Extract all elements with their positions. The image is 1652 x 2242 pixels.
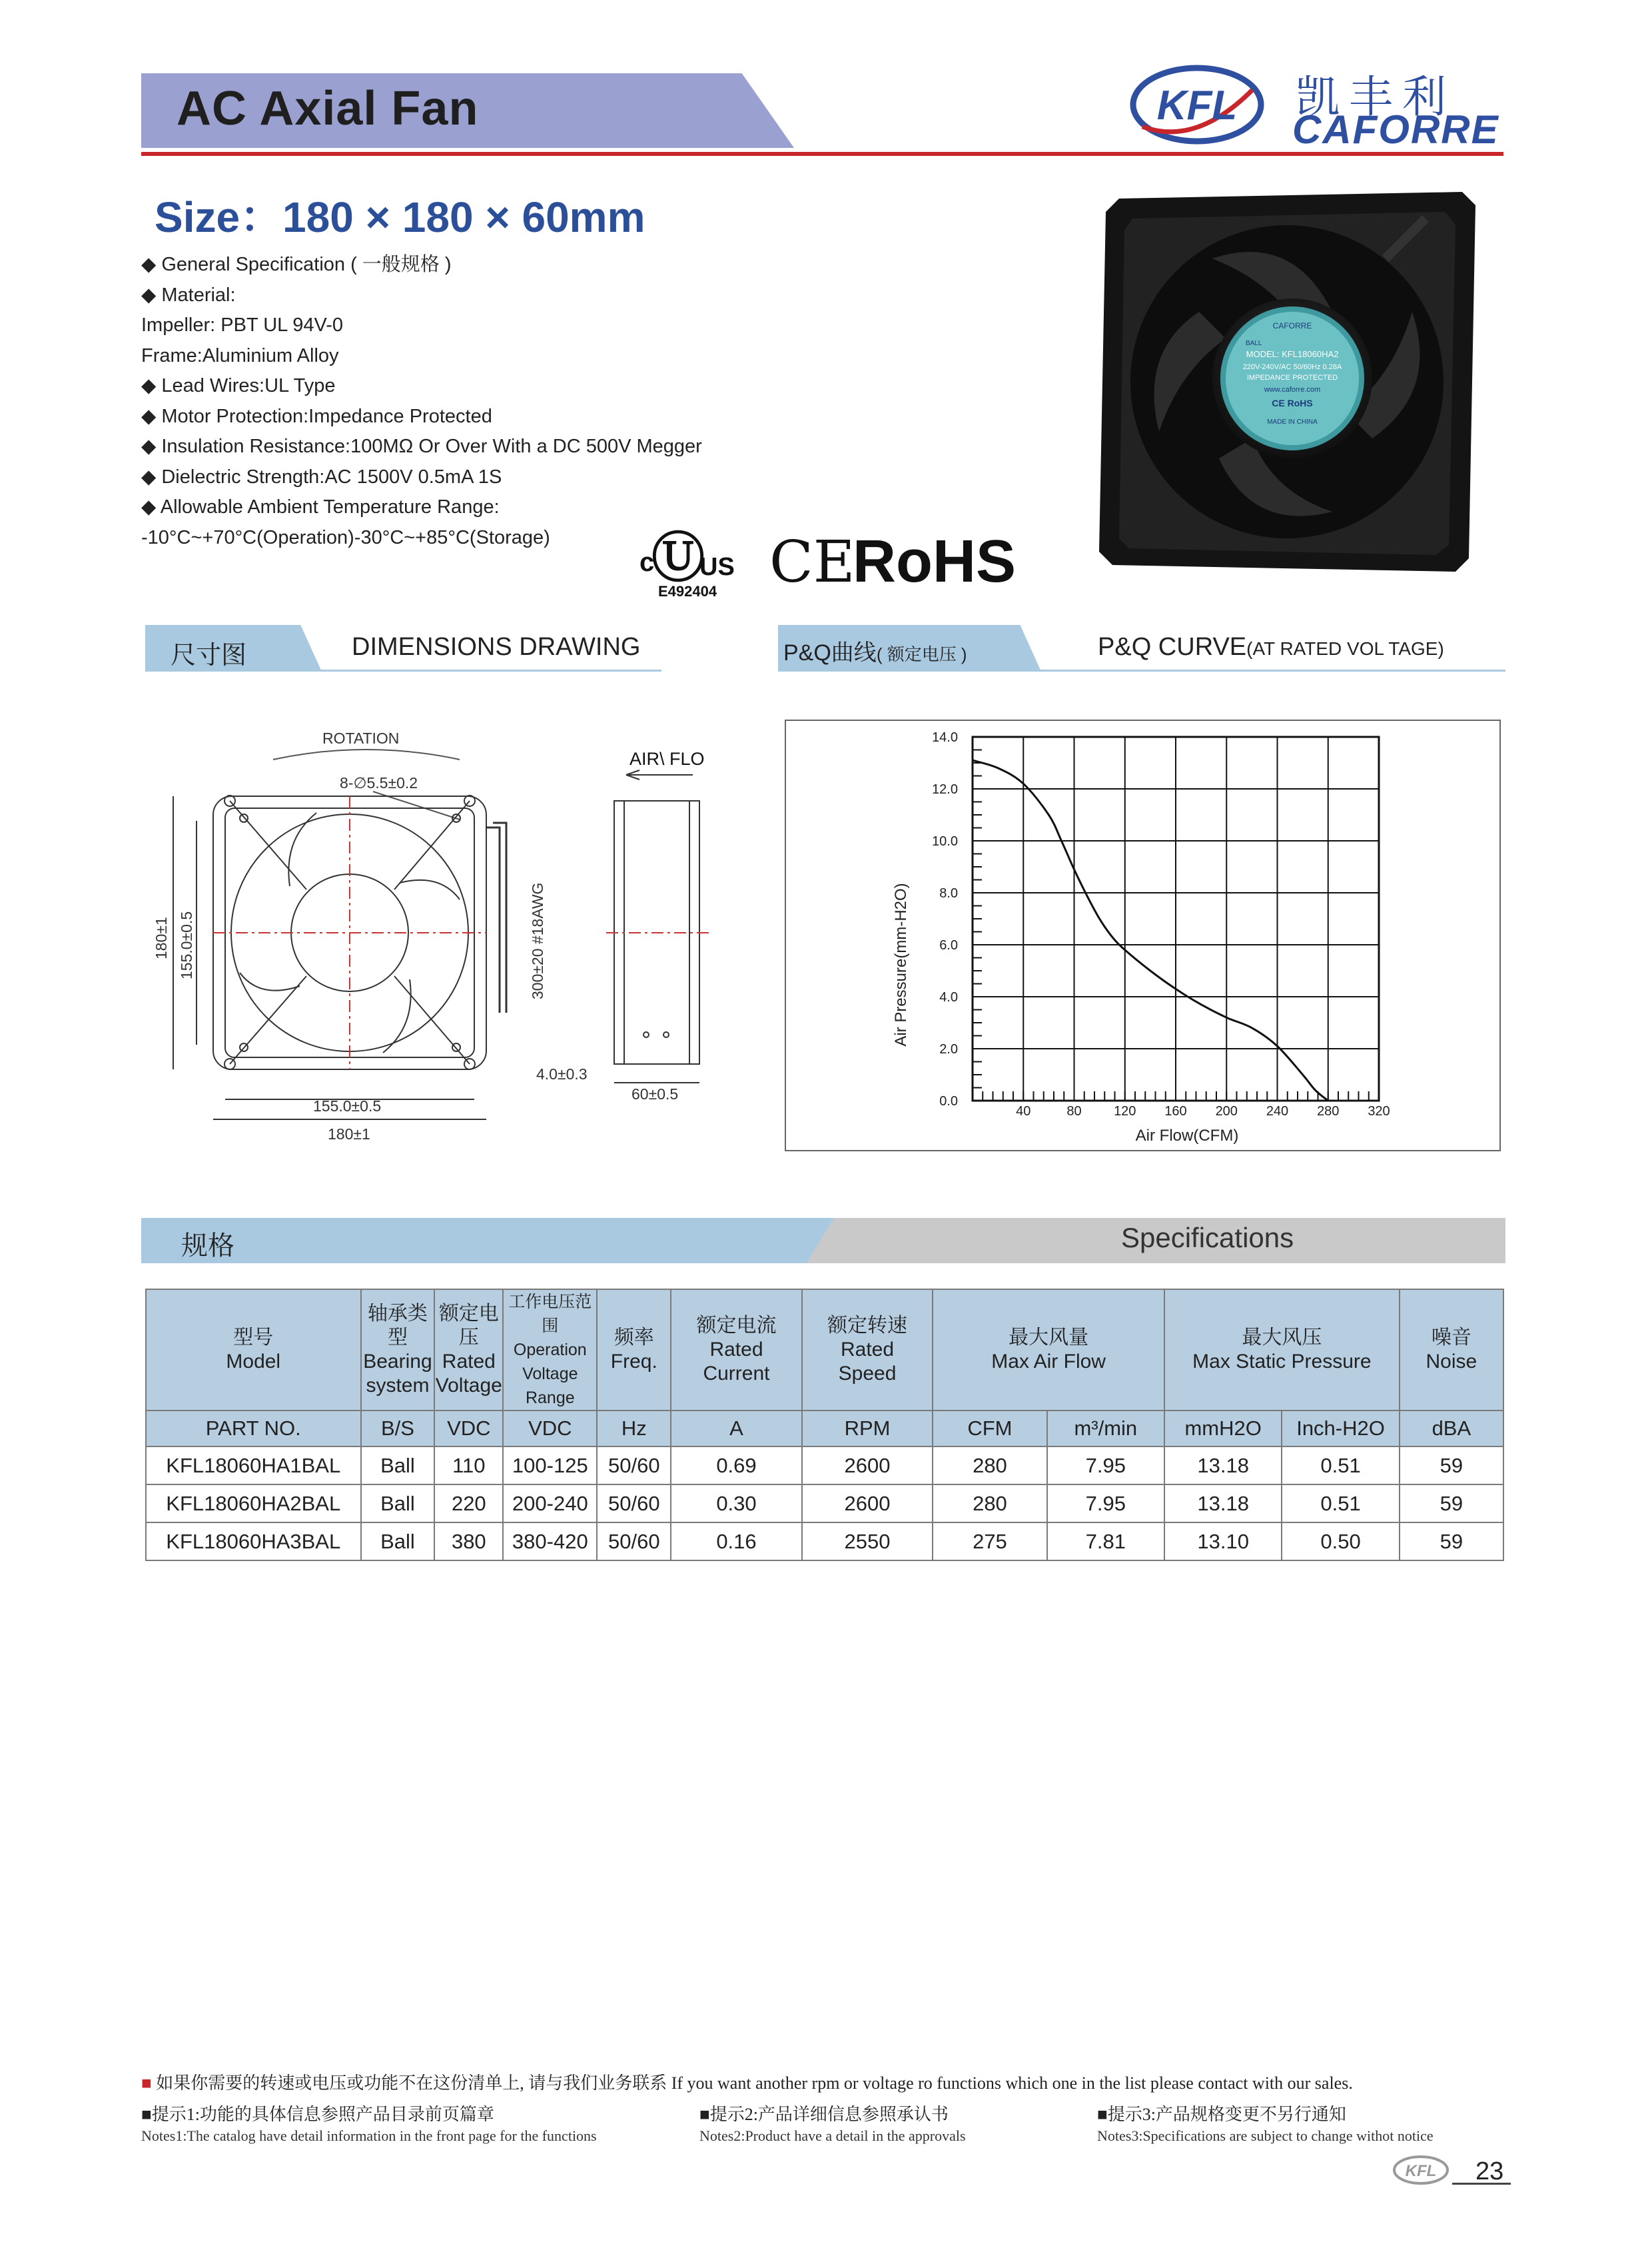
general-spec-list — [141, 250, 702, 553]
unit-cell: m³/min — [1047, 1410, 1164, 1446]
x-tick-label: 160 — [1164, 1104, 1187, 1119]
unit-cell: A — [671, 1410, 802, 1446]
table-cell: 59 — [1400, 1522, 1503, 1560]
spec-line: ◆ Dielectric Strength:AC 1500V 0.5mA 1S — [141, 466, 502, 488]
note1-en: Notes1:The catalog have detail information in the front page for the functions — [141, 2127, 597, 2144]
pq-section-bar — [778, 625, 1505, 672]
spec-line: ◆ Motor Protection:Impedance Protected — [141, 405, 492, 427]
fan-label-web: www.caforre.com — [1264, 386, 1321, 394]
dim-180-vertical: 180±1 — [153, 917, 170, 959]
brand-en: CAFORRE — [1292, 107, 1499, 152]
table-cell: 7.81 — [1047, 1522, 1164, 1560]
table-cell: 110 — [434, 1446, 503, 1484]
unit-cell: B/S — [361, 1410, 435, 1446]
table-cell: Ball — [361, 1522, 435, 1560]
table-cell: 50/60 — [597, 1522, 671, 1560]
spec-line: ◆ General Specification ( 一般规格 ) — [141, 254, 452, 275]
table-cell: 13.18 — [1164, 1484, 1282, 1522]
table-header-row — [146, 1289, 1503, 1410]
table-unit-row — [146, 1410, 1503, 1446]
y-tick-label: 4.0 — [939, 990, 958, 1005]
y-tick-label: 0.0 — [939, 1094, 958, 1109]
fan-label-rating: 220V-240V/AC 50/60Hz 0.28A — [1242, 363, 1342, 371]
y-tick-label: 12.0 — [932, 782, 958, 797]
table-cell: 380-420 — [503, 1522, 597, 1560]
page-number: 23 — [1475, 2157, 1504, 2185]
fan-label-bearing: BALL — [1246, 340, 1262, 347]
y-tick-label: 8.0 — [939, 886, 958, 901]
dimensions-drawing — [147, 720, 739, 1159]
table-cell: 59 — [1400, 1484, 1503, 1522]
table-cell: 2600 — [802, 1446, 933, 1484]
unit-cell: mmH2O — [1164, 1410, 1282, 1446]
spec-line: Impeller: PBT UL 94V-0 — [141, 314, 344, 336]
unit-cell: RPM — [802, 1410, 933, 1446]
x-tick-label: 320 — [1368, 1104, 1390, 1119]
pq-curve-line — [973, 760, 1328, 1101]
holes-label: 8-∅5.5±0.2 — [340, 774, 418, 792]
pq-title-cn: P&Q曲线( 额定电压 ) — [783, 640, 967, 666]
airflow-label: AIR\ FLO — [629, 749, 705, 769]
table-cell: 0.16 — [671, 1522, 802, 1560]
logo-kfl-text: KFL — [1156, 83, 1238, 129]
note1-cn: ■提示1:功能的具体信息参照产品目录前页篇章 — [141, 2105, 494, 2124]
col-speed: 额定转速 Rated Speed — [802, 1289, 933, 1410]
table-row — [146, 1446, 1503, 1484]
x-tick-label: 240 — [1266, 1104, 1289, 1119]
x-tick-label: 120 — [1114, 1104, 1136, 1119]
specs-title-cn: 规格 — [181, 1231, 234, 1261]
table-cell: 50/60 — [597, 1446, 671, 1484]
table-row — [146, 1484, 1503, 1522]
specs-section-bar-blue — [141, 1218, 834, 1263]
table-cell: KFL18060HA2BAL — [146, 1484, 361, 1522]
table-cell: 200-240 — [503, 1484, 597, 1522]
col-voltage-range: 工作电压范围 Operation Voltage Range — [503, 1289, 597, 1410]
note2-en: Notes2:Product have a detail in the approvals — [699, 2127, 966, 2144]
dim-4-thickness: 4.0±0.3 — [536, 1065, 588, 1083]
wire-spec: 300±20 #18AWG — [529, 882, 546, 999]
unit-cell: dBA — [1400, 1410, 1503, 1446]
table-cell: 0.69 — [671, 1446, 802, 1484]
x-tick-label: 200 — [1215, 1104, 1238, 1119]
fan-label-cert: CE RoHS — [1272, 398, 1313, 408]
unit-cell: CFM — [933, 1410, 1046, 1446]
unit-cell: Hz — [597, 1410, 671, 1446]
table-cell: 2600 — [802, 1484, 933, 1522]
dimensions-title-cn: 尺寸图 — [171, 642, 247, 670]
x-axis-label: Air Flow(CFM) — [1135, 1127, 1239, 1145]
page-title: AC Axial Fan — [177, 82, 479, 135]
dim-155-horizontal: 155.0±0.5 — [313, 1097, 382, 1115]
table-cell: Ball — [361, 1484, 435, 1522]
table-cell: 0.30 — [671, 1484, 802, 1522]
unit-cell: VDC — [434, 1410, 503, 1446]
specs-title-en: Specifications — [1121, 1222, 1294, 1253]
table-cell: 0.51 — [1282, 1484, 1399, 1522]
table-cell: 380 — [434, 1522, 503, 1560]
fan-label-model: MODEL: KFL18060HA2 — [1246, 349, 1339, 359]
red-square-icon: ■ — [141, 2073, 157, 2093]
unit-cell: PART NO. — [146, 1410, 361, 1446]
spec-line: ◆ Material: — [141, 284, 236, 306]
certification-marks — [639, 530, 1023, 603]
table-cell: KFL18060HA1BAL — [146, 1446, 361, 1484]
fan-label-origin: MADE IN CHINA — [1267, 418, 1318, 426]
ul-us-mark: US — [699, 553, 735, 581]
unit-cell: Inch-H2O — [1282, 1410, 1399, 1446]
table-cell: 280 — [933, 1484, 1046, 1522]
ce-mark: CE — [769, 530, 855, 596]
ul-mark-icon: Ⓤ — [651, 530, 705, 589]
note2-cn: ■提示2:产品详细信息参照承认书 — [699, 2105, 949, 2124]
spec-line: ◆ Allowable Ambient Temperature Range: — [141, 496, 500, 518]
size-heading: Size：180 × 180 × 60mm — [155, 193, 645, 241]
x-tick-label: 280 — [1317, 1104, 1340, 1119]
footer-contact-note: ■ 如果你需要的转速或电压或功能不在这份清单上, 请与我们业务联系 If you want another rpm or voltage ro functions which one in the list please contact with our sales. — [141, 2073, 1353, 2093]
col-air-flow: 最大风量 Max Air Flow — [933, 1289, 1164, 1410]
table-cell: 59 — [1400, 1446, 1503, 1484]
ul-c-mark: c — [639, 548, 655, 577]
y-axis-label: Air Pressure(mm-H2O) — [892, 883, 910, 1047]
table-row — [146, 1522, 1503, 1560]
kfl-logo-icon — [1129, 63, 1266, 147]
x-tick-label: 80 — [1066, 1104, 1082, 1119]
y-tick-label: 14.0 — [932, 730, 958, 745]
col-freq: 频率 Freq. — [597, 1289, 671, 1410]
col-static-pressure: 最大风压 Max Static Pressure — [1164, 1289, 1400, 1410]
pq-chart — [786, 721, 1499, 1150]
note3-en: Notes3:Specifications are subject to change withot notice — [1097, 2127, 1434, 2144]
footer-kfl-logo-icon — [1391, 2154, 1451, 2186]
footer-logo-text: KFL — [1405, 2162, 1437, 2180]
fan-label-protect: IMPEDANCE PROTECTED — [1246, 374, 1338, 382]
table-cell: 7.95 — [1047, 1484, 1164, 1522]
y-tick-label: 6.0 — [939, 938, 958, 953]
y-tick-label: 2.0 — [939, 1042, 958, 1057]
col-rated-voltage: 额定电压 Rated Voltage — [434, 1289, 503, 1410]
table-cell: 2550 — [802, 1522, 933, 1560]
table-cell: 13.10 — [1164, 1522, 1282, 1560]
pq-title-en: P&Q CURVE(AT RATED VOL TAGE) — [1098, 633, 1444, 661]
dim-60-depth: 60±0.5 — [631, 1085, 679, 1103]
ul-number: E492404 — [658, 583, 717, 600]
col-model: 型号 Model — [146, 1289, 361, 1410]
table-cell: KFL18060HA3BAL — [146, 1522, 361, 1560]
y-tick-label: 10.0 — [932, 834, 958, 849]
spec-line: ◆ Lead Wires:UL Type — [141, 375, 336, 396]
table-cell: 220 — [434, 1484, 503, 1522]
table-cell: 0.51 — [1282, 1446, 1399, 1484]
rotation-label: ROTATION — [322, 730, 400, 747]
fan-product-image — [1092, 179, 1482, 578]
col-noise: 噪音 Noise — [1400, 1289, 1503, 1410]
table-cell: 275 — [933, 1522, 1046, 1560]
spec-line: Frame:Aluminium Alloy — [141, 344, 339, 366]
col-current: 额定电流 Rated Current — [671, 1289, 802, 1410]
spec-table — [145, 1289, 1504, 1561]
table-cell: 280 — [933, 1446, 1046, 1484]
table-cell: 7.95 — [1047, 1446, 1164, 1484]
pq-chart-frame — [785, 720, 1501, 1151]
fan-label-brand: CAFORRE — [1272, 321, 1312, 330]
table-cell: 0.50 — [1282, 1522, 1399, 1560]
table-cell: Ball — [361, 1446, 435, 1484]
table-cell: 13.18 — [1164, 1446, 1282, 1484]
unit-cell: VDC — [503, 1410, 597, 1446]
dim-180-horizontal: 180±1 — [328, 1125, 370, 1143]
dim-155-vertical: 155.0±0.5 — [178, 911, 195, 979]
x-tick-label: 40 — [1016, 1104, 1031, 1119]
rohs-mark: RoHS — [853, 530, 1016, 595]
dimensions-section-bar — [145, 625, 661, 672]
col-bearing: 轴承类型 Bearing system — [361, 1289, 435, 1410]
note3-cn: ■提示3:产品规格变更不另行通知 — [1097, 2105, 1346, 2124]
spec-line: ◆ Insulation Resistance:100MΩ Or Over With a DC 500V Megger — [141, 436, 702, 457]
spec-line: -10°C~+70°C(Operation)-30°C~+85°C(Storage) — [141, 526, 550, 548]
dimensions-title-en: DIMENSIONS DRAWING — [352, 633, 641, 661]
table-cell: 100-125 — [503, 1446, 597, 1484]
brand-cn: 凯丰利 — [1296, 71, 1455, 123]
table-cell: 50/60 — [597, 1484, 671, 1522]
